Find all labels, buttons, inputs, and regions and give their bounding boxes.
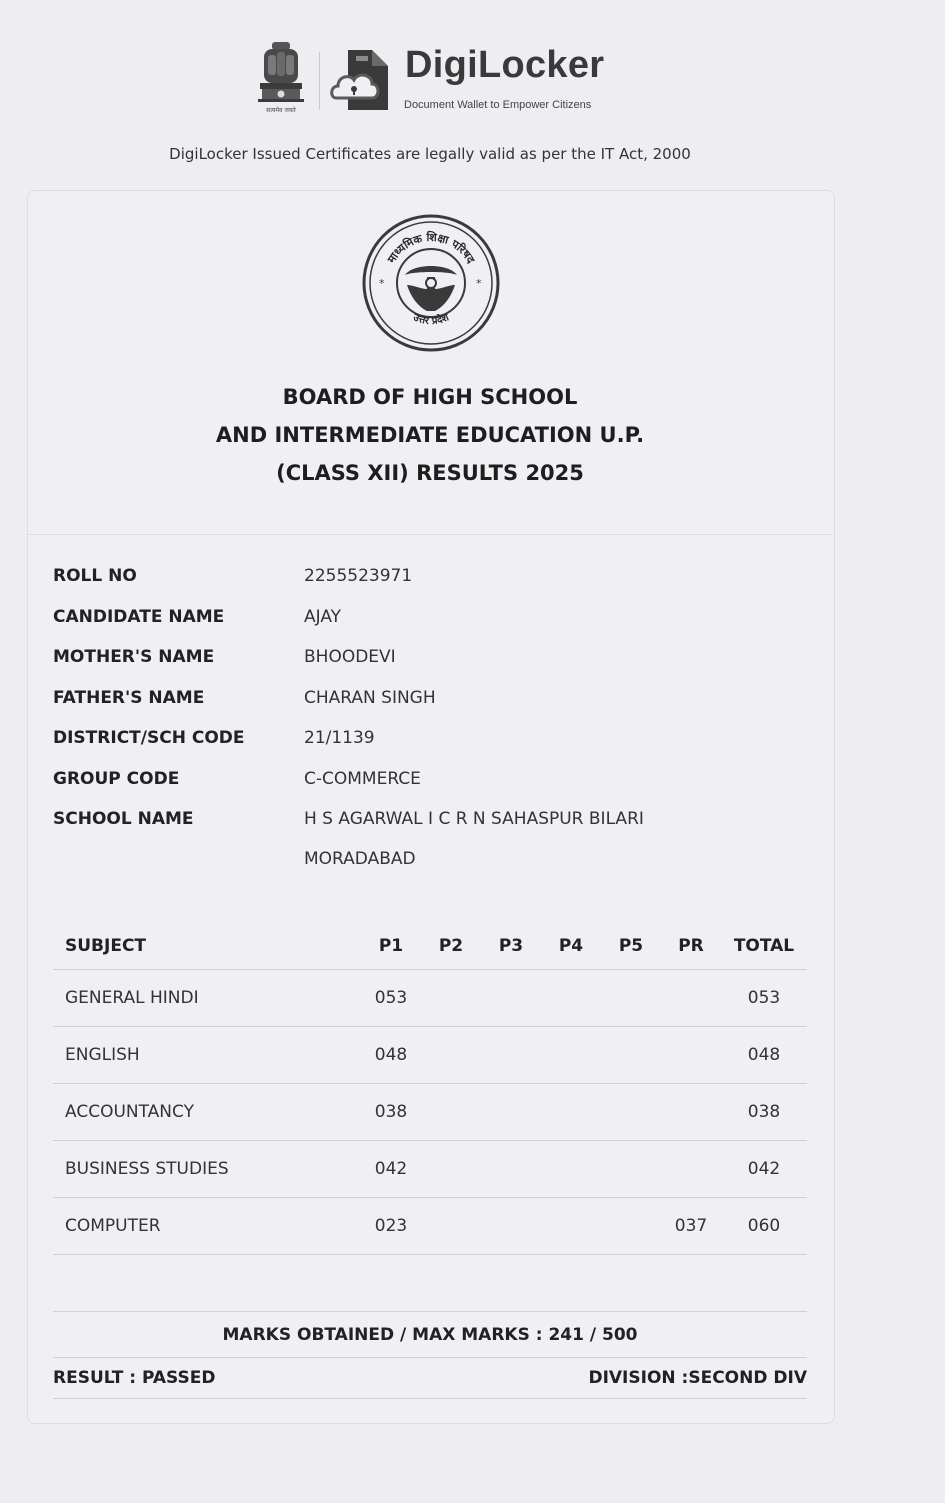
result-status: RESULT : PASSED bbox=[53, 1368, 216, 1388]
detail-value: CHARAN SINGH bbox=[304, 687, 436, 708]
mark-cell: 037 bbox=[661, 1198, 721, 1255]
total-cell: 048 bbox=[721, 1027, 807, 1084]
total-cell: 038 bbox=[721, 1084, 807, 1141]
detail-label: ROLL NO bbox=[53, 566, 137, 586]
table-row bbox=[53, 1141, 807, 1198]
mark-cell bbox=[661, 1084, 721, 1141]
column-header: P5 bbox=[601, 922, 661, 970]
mark-cell bbox=[481, 1084, 541, 1141]
detail-value: BHOODEVI bbox=[304, 647, 396, 667]
marks-table bbox=[53, 922, 807, 1255]
legal-validity-note: DigiLocker Issued Certificates are legally valid as per the IT Act, 2000 bbox=[169, 145, 691, 163]
column-header: PR bbox=[661, 922, 721, 970]
mark-cell bbox=[541, 1027, 601, 1084]
digilocker-brand: DigiLocker bbox=[405, 44, 605, 86]
mark-cell bbox=[421, 970, 481, 1027]
detail-label: DISTRICT/SCH CODE bbox=[53, 728, 245, 748]
total-cell: 053 bbox=[721, 970, 807, 1027]
column-header: P1 bbox=[361, 922, 421, 970]
total-cell: 042 bbox=[721, 1141, 807, 1198]
seal-bottom-text: उत्तर प्रदेश bbox=[411, 312, 451, 327]
mark-cell: 023 bbox=[361, 1198, 421, 1255]
division-status: DIVISION :SECOND DIV bbox=[588, 1368, 807, 1388]
detail-value: H S AGARWAL I C R N SAHASPUR BILARI MORADABAD bbox=[304, 809, 644, 869]
svg-text:*: * bbox=[476, 277, 482, 290]
digilocker-tagline: Document Wallet to Empower Citizens bbox=[404, 99, 592, 111]
marks-header-row bbox=[53, 922, 807, 970]
detail-label: CANDIDATE NAME bbox=[53, 606, 225, 627]
detail-label: MOTHER'S NAME bbox=[53, 647, 215, 667]
mark-cell bbox=[481, 1027, 541, 1084]
mark-cell bbox=[481, 1141, 541, 1198]
column-header: SUBJECT bbox=[53, 922, 361, 970]
total-cell: 060 bbox=[721, 1198, 807, 1255]
detail-row-school-name bbox=[53, 809, 813, 869]
mark-cell bbox=[421, 1084, 481, 1141]
board-line-2: AND INTERMEDIATE EDUCATION U.P. bbox=[215, 423, 645, 447]
table-row bbox=[53, 1027, 807, 1084]
subject-cell: BUSINESS STUDIES bbox=[53, 1141, 361, 1198]
detail-label: FATHER'S NAME bbox=[53, 687, 205, 708]
detail-value: 2255523971 bbox=[304, 566, 413, 586]
mark-cell bbox=[481, 970, 541, 1027]
mark-cell bbox=[601, 1027, 661, 1084]
subject-cell: ENGLISH bbox=[53, 1027, 361, 1084]
board-seal-icon bbox=[361, 213, 501, 353]
digilocker-logo-icon bbox=[330, 46, 402, 116]
detail-label: SCHOOL NAME bbox=[53, 809, 194, 829]
mark-cell bbox=[661, 970, 721, 1027]
mark-cell bbox=[541, 1198, 601, 1255]
column-header: P2 bbox=[421, 922, 481, 970]
mark-cell bbox=[481, 1198, 541, 1255]
table-row bbox=[53, 1084, 807, 1141]
mark-cell: 053 bbox=[361, 970, 421, 1027]
mark-cell bbox=[661, 1027, 721, 1084]
board-heading bbox=[0, 378, 860, 492]
emblem-motto: सत्यमेव जयते bbox=[266, 107, 296, 114]
mark-cell: 038 bbox=[361, 1084, 421, 1141]
column-header: P4 bbox=[541, 922, 601, 970]
mark-cell bbox=[661, 1141, 721, 1198]
mark-cell bbox=[541, 1084, 601, 1141]
national-emblem-icon bbox=[252, 38, 310, 116]
mark-cell bbox=[421, 1141, 481, 1198]
candidate-details bbox=[53, 566, 813, 869]
column-header: TOTAL bbox=[721, 922, 807, 970]
board-line-1: BOARD OF HIGH SCHOOL bbox=[282, 385, 578, 409]
detail-value: 21/1139 bbox=[304, 728, 375, 748]
mark-cell bbox=[601, 1198, 661, 1255]
detail-value: AJAY bbox=[304, 606, 342, 627]
mark-cell: 048 bbox=[361, 1027, 421, 1084]
subject-cell: ACCOUNTANCY bbox=[53, 1084, 361, 1141]
mark-cell bbox=[601, 1084, 661, 1141]
digilocker-header bbox=[0, 30, 945, 120]
mark-cell bbox=[421, 1027, 481, 1084]
column-header: P3 bbox=[481, 922, 541, 970]
svg-text:*: * bbox=[379, 277, 385, 290]
detail-label: GROUP CODE bbox=[53, 768, 180, 789]
table-row bbox=[53, 1198, 807, 1255]
subject-cell: GENERAL HINDI bbox=[53, 970, 361, 1027]
seal-top-text: माध्यमिक शिक्षा परिषद bbox=[384, 230, 478, 266]
header-divider bbox=[319, 52, 320, 110]
mark-cell bbox=[541, 1141, 601, 1198]
mark-cell: 042 bbox=[361, 1141, 421, 1198]
result-row bbox=[53, 1357, 807, 1399]
mark-cell bbox=[601, 1141, 661, 1198]
table-row bbox=[53, 970, 807, 1027]
mark-cell bbox=[601, 970, 661, 1027]
detail-value: C-COMMERCE bbox=[304, 768, 421, 789]
heading-separator bbox=[28, 534, 832, 535]
subject-cell: COMPUTER bbox=[53, 1198, 361, 1255]
marks-summary: MARKS OBTAINED / MAX MARKS : 241 / 500 bbox=[53, 1311, 807, 1358]
board-line-3: (CLASS XII) RESULTS 2025 bbox=[276, 461, 584, 485]
mark-cell bbox=[541, 970, 601, 1027]
mark-cell bbox=[421, 1198, 481, 1255]
